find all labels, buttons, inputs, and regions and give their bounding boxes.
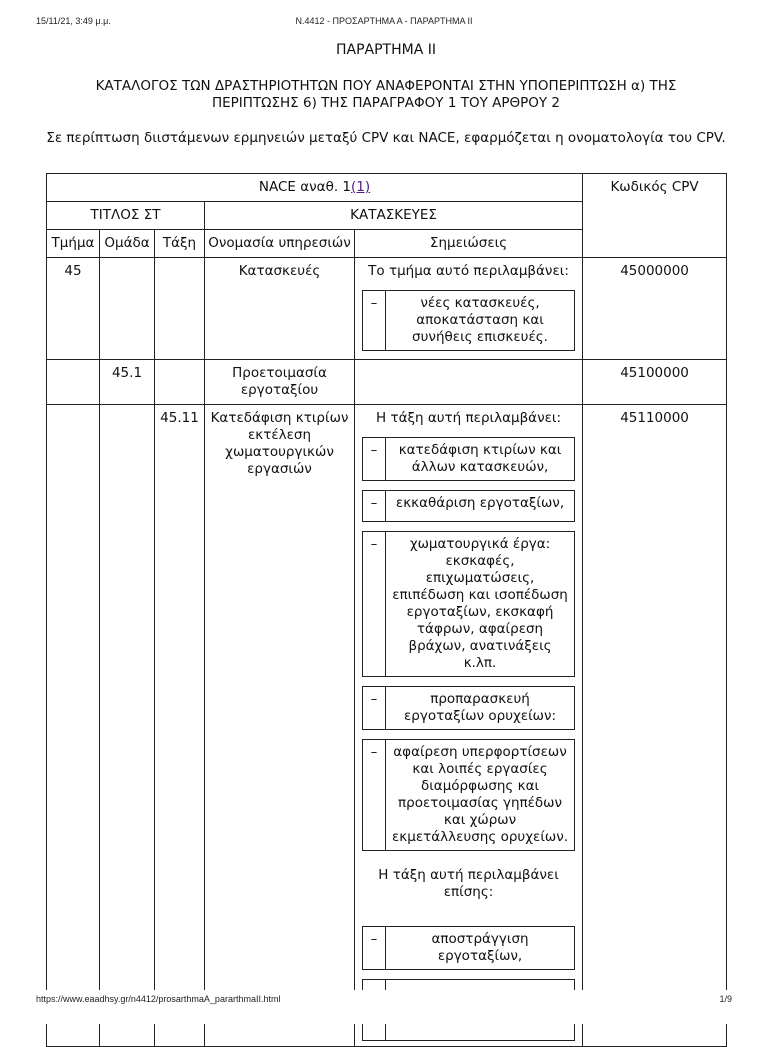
table-row <box>47 360 727 405</box>
note-bullet <box>362 531 575 677</box>
intro-paragraph: Σε περίπτωση διιστάμενων ερμηνειών μεταξύ CPV και NACE, εφαρμόζεται η ονοματολογία του CPV. <box>46 130 726 146</box>
row-group: 45.1 <box>100 360 155 405</box>
dash-marker: – <box>363 740 386 850</box>
document-body <box>46 42 726 147</box>
footnote-link[interactable]: (1) <box>351 179 371 195</box>
constructions-header: ΚΑΤΑΣΚΕΥΕΣ <box>205 202 583 230</box>
nace-header-cell <box>47 174 583 202</box>
col-notes: Σημειώσεις <box>355 230 583 258</box>
dash-marker: – <box>363 438 386 480</box>
note-bullet <box>362 490 575 522</box>
row-group <box>100 405 155 1047</box>
print-header <box>36 16 732 30</box>
col-group: Ομάδα <box>100 230 155 258</box>
dash-marker: – <box>363 687 386 729</box>
print-doc-title: N.4412 - ΠΡΟΣΑΡΤΗΜΑ Α - ΠΑΡΑΡΤΗΜΑ ΙΙ <box>295 16 473 26</box>
row-class <box>155 360 205 405</box>
note-bullet-text: νέες κατασκευές, αποκατάσταση και συνήθεις επισκευές. <box>412 295 548 345</box>
note-bullet-text: κατεδάφιση κτιρίων και άλλων κατασκευών, <box>398 442 562 475</box>
col-class: Τάξη <box>155 230 205 258</box>
dash-marker: – <box>363 927 386 969</box>
note-bullet-text: προπαρασκευή εργοταξίων ορυχείων: <box>403 691 557 724</box>
row-group <box>100 258 155 360</box>
row-notes <box>355 405 583 1047</box>
row-service-name: Κατασκευές <box>205 258 355 360</box>
note-bullet-text: χωματουργικά έργα: εκσκαφές, επιχωματώσεις, επιπέδωση και ισοπέδωση εργοταξίων, εκσκαφή τάφρων, αφαίρεση βράχων, ανατινάξεις κ.λπ. <box>392 536 568 671</box>
row-section: 45 <box>47 258 100 360</box>
row-class: 45.11 <box>155 405 205 1047</box>
note-bullet-text: εκκαθάριση εργοταξίων, <box>395 495 565 511</box>
catalog-title: ΚΑΤΑΛΟΓΟΣ ΤΩΝ ΔΡΑΣΤΗΡΙΟΤΗΤΩΝ ΠΟΥ ΑΝΑΦΕΡΟΝΤΑΙ ΣΤΗΝ ΥΠΟΠΕΡΙΠΤΩΣΗ α) ΤΗΣ ΠΕΡΙΠΤΩΣΗΣ 6) ΤΗΣ ΠΑΡΑΓΡΑΦΟΥ 1 ΤΟΥ ΑΡΘΡΟΥ 2 <box>95 78 677 111</box>
note-bullet-text: αποστράγγιση εργοταξίων, <box>431 931 529 964</box>
note-bullet <box>362 437 575 481</box>
print-url: https://www.eaadhsy.gr/n4412/prosarthmaA_pararthmaII.html <box>36 994 281 1004</box>
col-service-name: Ονομασία υπηρεσιών <box>205 230 355 258</box>
row-cpv: 45100000 <box>583 360 727 405</box>
col-section: Τμήμα <box>47 230 100 258</box>
notes-intro: Το τμήμα αυτό περιλαμβάνει: <box>368 263 569 279</box>
note-bullet <box>362 686 575 730</box>
print-footer <box>36 994 732 1008</box>
row-cpv: 45110000 <box>583 405 727 1047</box>
row-section <box>47 405 100 1047</box>
nace-header: NACE αναθ. 1 <box>258 179 352 195</box>
dash-marker: – <box>363 491 386 521</box>
note-bullet <box>362 926 575 970</box>
title-st-header: ΤΙΤΛΟΣ ΣΤ <box>47 202 205 230</box>
notes-intro-also: Η τάξη αυτή περιλαμβάνει επίσης: <box>378 867 559 900</box>
note-bullet <box>362 739 575 851</box>
table-row <box>47 258 727 360</box>
row-section <box>47 360 100 405</box>
dash-marker: – <box>363 532 386 676</box>
cpv-header: Κωδικός CPV <box>583 174 727 258</box>
row-notes <box>355 258 583 360</box>
note-bullet-text: αφαίρεση υπερφορτίσεων και λοιπές εργασίες διαμόρφωσης και προετοιμασίας γηπέδων και χώρων εκμετάλλευσης ορυχείων. <box>392 744 569 845</box>
print-page-number: 1/9 <box>719 994 732 1004</box>
row-cpv: 45000000 <box>583 258 727 360</box>
note-bullet <box>362 290 575 351</box>
row-service-name: Κατεδάφιση κτιρίων εκτέλεση χωματουργικών εργασιών <box>205 405 355 1047</box>
row-class <box>155 258 205 360</box>
table-header-row <box>47 174 727 202</box>
row-service-name: Προετοιμασία εργοταξίου <box>205 360 355 405</box>
table-row <box>47 405 727 1047</box>
activities-table <box>46 173 727 1047</box>
row-notes <box>355 360 583 405</box>
notes-intro: Η τάξη αυτή περιλαμβάνει: <box>376 410 562 426</box>
print-datetime: 15/11/21, 3:49 μ.μ. <box>36 16 111 26</box>
annex-title: ΠΑΡΑΡΤΗΜΑ ΙΙ <box>335 42 436 58</box>
dash-marker: – <box>363 291 386 350</box>
